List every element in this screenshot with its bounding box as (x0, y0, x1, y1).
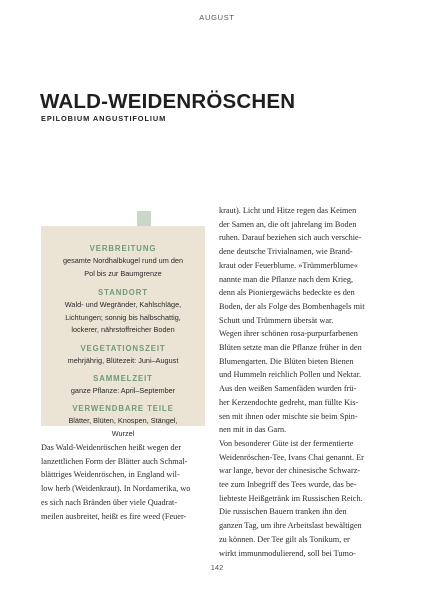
text-line: nen mit in das Garn. (219, 425, 287, 435)
facts-text: Pol bis zur Baumgrenze (84, 268, 162, 278)
facts-vegetation (41, 344, 205, 368)
text-line: zu können. Der Tee gilt als Tonikum, er (219, 534, 350, 544)
facts-text: ganze Pflanze: April–September (70, 386, 176, 395)
body-text-right-column (219, 204, 391, 560)
facts-heading: SAMMELZEIT (93, 374, 153, 383)
facts-usable-parts (41, 404, 205, 440)
text-line: kraut). Licht und Hitze regen das Keimen (219, 206, 357, 215)
text-line: low herb (Weidenkraut). In Nordamerika, wo (41, 484, 191, 494)
facts-text: Lichtungen; sonnig bis halbschattig, (65, 312, 181, 322)
text-line: liebteste Heißgetränk im Russischen Reich. (219, 493, 363, 503)
text-line: es sich nach Bränden über viele Quadrat- (41, 497, 178, 507)
page-number: 142 (210, 563, 224, 572)
text-line: ganzen Tag, um ihre Arbeitslast bewältigen (219, 521, 362, 531)
text-line: sen mit ihnen oder mischte sie beim Spin- (219, 411, 358, 421)
text-line: ruhen. Darauf beziehen sich auch verschie- (219, 233, 362, 243)
text-line: tee zum Inbegriff des Tees wurde, das be- (219, 480, 357, 490)
text-line: Wegen ihrer schönen rosa-purpurfarbenen (219, 329, 358, 339)
text-line: Von besonderer Güte ist der fermentierte (219, 438, 354, 448)
botanical-name: EPILOBIUM ANGUSTIFOLIUM (41, 114, 167, 123)
text-line: Aus den weißen Samenfäden wurden frü- (219, 384, 357, 394)
text-line: dene deutsche Trivialnamen, wie Brand- (219, 247, 353, 257)
facts-location (41, 288, 205, 337)
text-line: Die russischen Bauern tranken ihn den (219, 507, 347, 517)
text-line: her Kerzendochte gedreht, man füllte Kis- (219, 397, 359, 407)
page-title: WALD-WEIDENRÖSCHEN (40, 90, 296, 113)
text-line: meilen ausbreitet, heißt es fire weed (Feuer- (41, 511, 187, 521)
text-line: Blüten setzte man die Pflanze früher in den (219, 343, 362, 353)
text-line: Schutt und Trümmern übersät war. (219, 315, 334, 325)
facts-collection (41, 374, 205, 398)
text-line: denn als Pioniergewächs bedeckte es den (219, 288, 355, 298)
facts-text: Blätter, Blüten, Knospen, Stängel, (68, 416, 178, 425)
facts-text: Wald- und Wegränder, Kahlschläge, (64, 300, 182, 309)
text-line: lanzettlichen Form der Blätter auch Schmal- (41, 456, 188, 466)
running-header-month: AUGUST (199, 13, 235, 22)
text-line: kraut oder Feuerblume. »Trümmerblume« (219, 260, 359, 270)
facts-distribution (41, 244, 205, 280)
facts-heading: VERWENDBARE TEILE (72, 404, 174, 413)
text-line: wirkt immunmodulierend, soll bei Tumo- (219, 548, 356, 558)
text-line: Blumengarten. Die Blüten bieten Bienen (219, 356, 354, 366)
facts-heading: VEGETATIONSZEIT (80, 344, 166, 353)
text-line: Das Wald-Weidenröschen heißt wegen der (41, 443, 182, 452)
facts-text: mehrjährig, Blütezeit: Juni–August (67, 356, 179, 365)
facts-heading: VERBREITUNG (89, 244, 157, 253)
body-text-left-column (41, 441, 209, 523)
facts-text: gesamte Nordhalbkugel rund um den (62, 256, 184, 265)
text-line: Weidenröschen-Tee, Ivans Chai genannt. Er (219, 452, 364, 462)
text-line: der Samen an, die oft jahrelang im Boden (219, 219, 357, 229)
text-line: blättriges Weidenröschen, in England wil- (41, 470, 180, 480)
text-line: Boden, der als Folge des Bombenhagels mit (219, 301, 365, 311)
text-line: war lange, bevor der chinesische Schwarz- (219, 466, 361, 476)
text-line: und Hummeln reichlich Pollen und Nektar. (219, 370, 362, 380)
facts-text: Wurzel (111, 428, 135, 438)
text-line: nannte man die Pflanze nach dem Krieg, (219, 274, 354, 284)
facts-heading: STANDORT (98, 288, 148, 297)
facts-text: lockerer, nährstoffreicher Boden (71, 325, 175, 334)
plant-facts-box (41, 226, 205, 438)
